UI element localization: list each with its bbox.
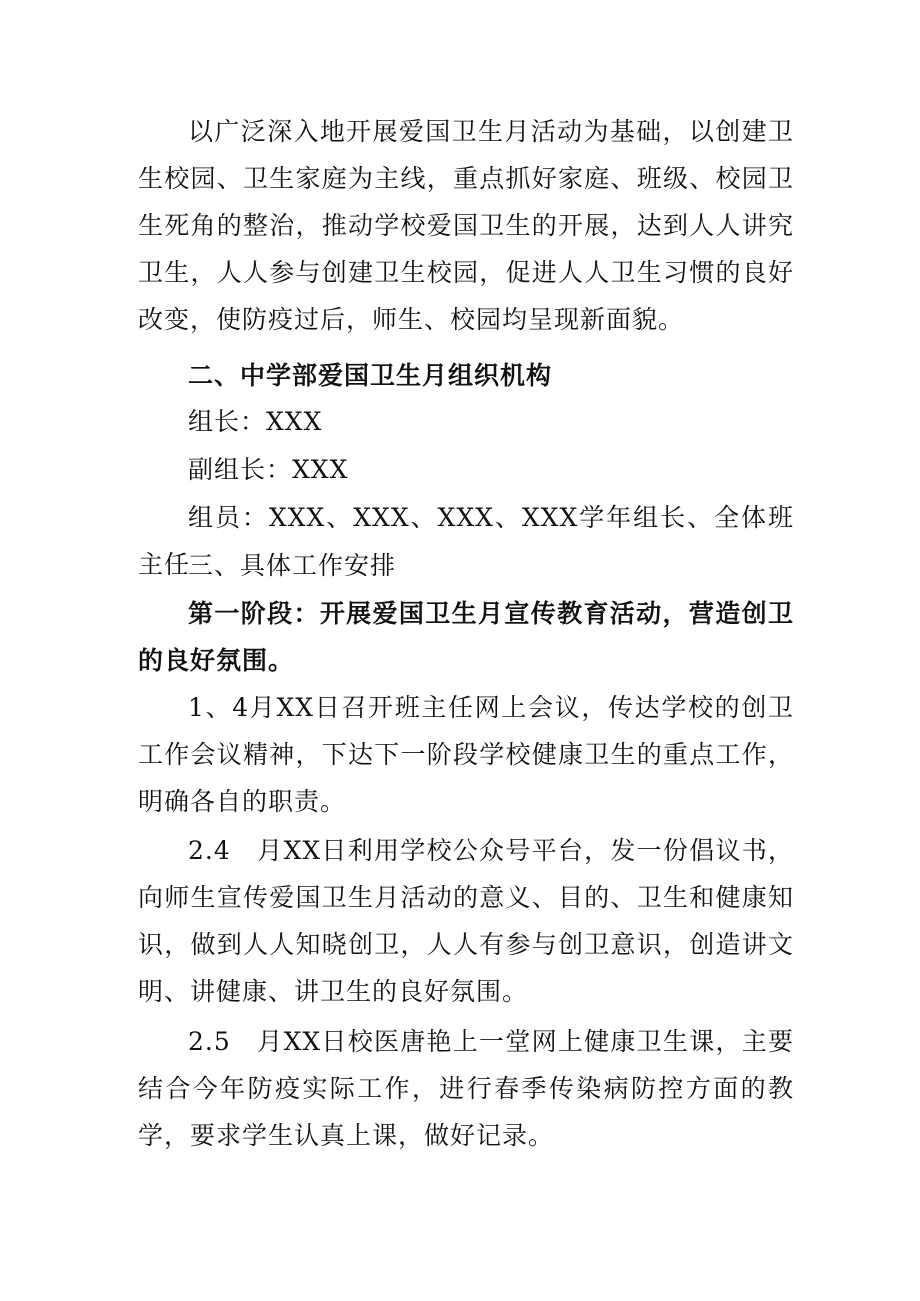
group-members-line: 组员：XXX、XXX、XXX、XXX学年组长、全体班主任 [138,503,794,579]
section-heading-organization: 二、中学部爱国卫生月组织机构 [188,361,553,390]
intro-paragraph: 以广泛深入地开展爱国卫生月活动为基础，以创建卫生校园、卫生家庭为主线，重点抓好家庭、班级、校园卫生死角的整治，推动学校爱国卫生的开展，达到人人讲究卫生，人人参与创建卫生校园，促进人人卫生习惯的良好改变，使防疫过后，师生、校园均呈现新面貌。 [138,117,794,334]
group-leader-line: 组长：XXX [188,407,323,436]
work-item-1: 1、4月XX日召开班主任网上会议，传达学校的创卫工作会议精神，下达下一阶段学校健康卫生的重点工作，明确各自的职责。 [138,693,794,816]
stage-one-heading: 第一阶段：开展爱国卫生月宣传教育活动，营造创卫的良好氛围。 [138,599,794,675]
vice-leader-line: 副组长：XXX [188,455,349,484]
work-item-2: 2.4 月XX日利用学校公众号平台，发一份倡议书，向师生宣传爱国卫生月活动的意义、目的、卫生和健康知识，做到人人知晓创卫，人人有参与创卫意识，创造讲文明、讲健康、讲卫生的良好氛围。 [138,836,794,1006]
work-item-3: 2.5 月XX日校医唐艳上一堂网上健康卫生课，主要结合今年防疫实际工作，进行春季传染病防控方面的教学，要求学生认真上课，做好记录。 [138,1027,794,1150]
section-heading-arrangement: 三、具体工作安排 [188,551,397,580]
